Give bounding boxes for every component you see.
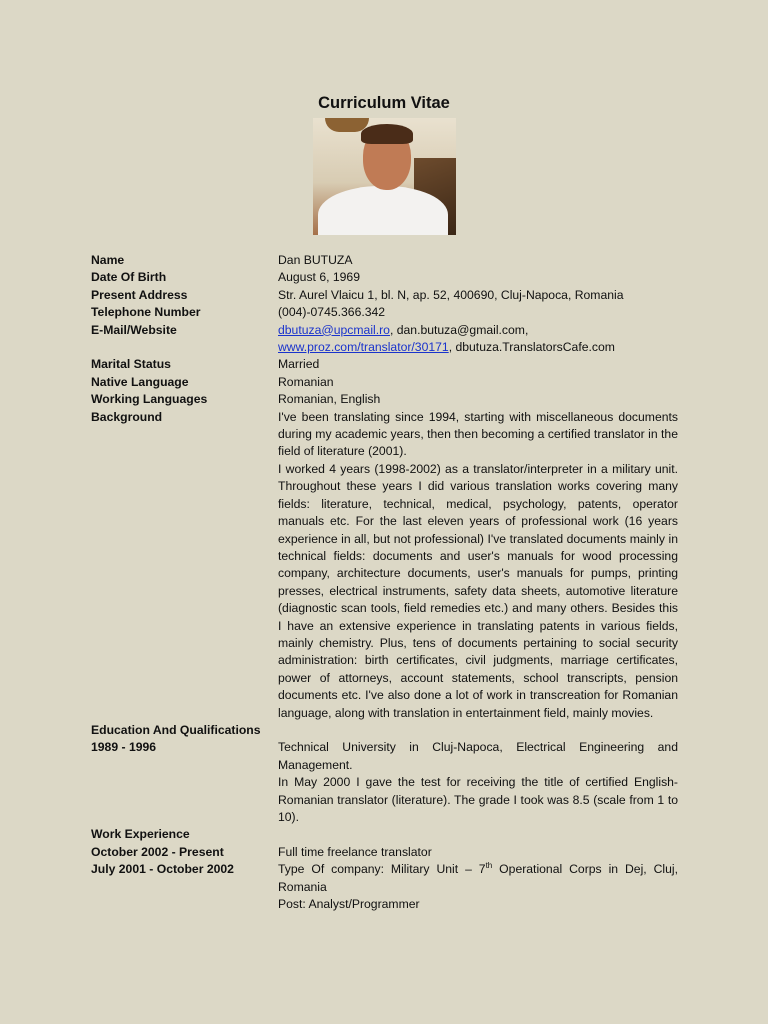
working-languages-row bbox=[91, 391, 681, 408]
name-row bbox=[91, 252, 681, 269]
email-rest: , dan.butuza@gmail.com, bbox=[389, 322, 529, 337]
name-label: Name bbox=[91, 253, 125, 267]
background-value bbox=[278, 409, 678, 722]
phone-row bbox=[91, 304, 681, 321]
dob-row bbox=[91, 269, 681, 286]
marital-value: Married bbox=[278, 357, 320, 372]
work-description bbox=[278, 861, 678, 913]
marital-row bbox=[91, 356, 681, 373]
phone-label: Telephone Number bbox=[91, 305, 201, 320]
address-label: Present Address bbox=[91, 287, 188, 302]
education-heading-row bbox=[91, 722, 681, 739]
website-link[interactable]: www.proz.com/translator/30171 bbox=[278, 340, 449, 355]
marital-label: Marital Status bbox=[91, 357, 171, 372]
education-heading: Education And Qualifications bbox=[91, 722, 261, 737]
work-description: Full time freelance translator bbox=[278, 844, 432, 859]
phone-value: (004)-0745.366.342 bbox=[278, 305, 386, 320]
page-title: Curriculum Vitae bbox=[318, 94, 450, 112]
education-row bbox=[91, 739, 681, 826]
address-value: Str. Aurel Vlaicu 1, bl. N, ap. 52, 400690, Cluj-Napoca, Romania bbox=[278, 287, 624, 302]
dob-label: Date Of Birth bbox=[91, 270, 167, 285]
email-row bbox=[91, 322, 681, 357]
email-label: E-Mail/Website bbox=[91, 322, 177, 337]
background-label: Background bbox=[91, 409, 163, 424]
portrait-photo bbox=[313, 118, 456, 235]
cv-details bbox=[91, 252, 681, 913]
dob-value: August 6, 1969 bbox=[278, 270, 360, 285]
address-row bbox=[91, 287, 681, 304]
background-paragraph: I've been translating since 1994, starting with miscellaneous documents during my academic years, then then becoming a certified translator in the field of literature (2001). bbox=[278, 409, 678, 459]
native-language-row bbox=[91, 374, 681, 391]
work-period: October 2002 - Present bbox=[91, 844, 224, 859]
work-heading-row bbox=[91, 826, 681, 843]
working-languages-value: Romanian, English bbox=[278, 392, 381, 407]
working-languages-label: Working Languages bbox=[91, 392, 208, 407]
education-period: 1989 - 1996 bbox=[91, 740, 157, 755]
education-value bbox=[278, 739, 678, 826]
education-paragraph: In May 2000 I gave the test for receiving the title of certified English-Romanian translator (literature). The grade I took was 8.5 (scale from 1 to 10). bbox=[278, 775, 678, 824]
education-paragraph: Technical University in Cluj-Napoca, Electrical Engineering and Management. bbox=[278, 740, 678, 772]
email-value bbox=[278, 322, 678, 357]
native-language-label: Native Language bbox=[91, 374, 189, 389]
job-post: Post: Analyst/Programmer bbox=[278, 897, 420, 912]
native-language-value: Romanian bbox=[278, 374, 334, 389]
background-paragraph: I worked 4 years (1998-2002) as a translator/interpreter in a military unit. Throughout these years I did various translation works covering many fields: literature, technical, medical, psychology, patents, operator manuals etc. For the last eleven years of professional work (16 years experience in all, but not professional) I've translated documents mainly in technical fields: documents and user's manuals for wood processing company, architecture documents, user's manuals for pumps, printing presses, electrical instruments, safety data sheets, automotive literature (diagnostic scan tools, field remedies etc.) and many others. Besides this I have an extensive experience in translating patents in various fields, mainly chemistry. Plus, tens of documents pertaining to social security administration: birth certificates, civil judgments, marriage certificates, power of attorneys, account statements, school transcripts, pension documents etc. I've also done a lot of work in transcreation for Romanian language, along with translation in entertainment field, mainly movies. bbox=[278, 461, 678, 720]
website-rest: , dbutuza.TranslatorsCafe.com bbox=[448, 340, 615, 355]
work-heading: Work Experience bbox=[91, 827, 190, 842]
work-row bbox=[91, 861, 681, 913]
company-type: Type Of company: Military Unit – 7th Operational Corps in Dej, Cluj, Romania bbox=[278, 861, 678, 894]
work-period: July 2001 - October 2002 bbox=[91, 862, 234, 877]
email-link[interactable]: dbutuza@upcmail.ro bbox=[278, 322, 390, 337]
name-value: Dan BUTUZA bbox=[278, 253, 353, 267]
background-row bbox=[91, 409, 681, 722]
work-row bbox=[91, 844, 681, 861]
